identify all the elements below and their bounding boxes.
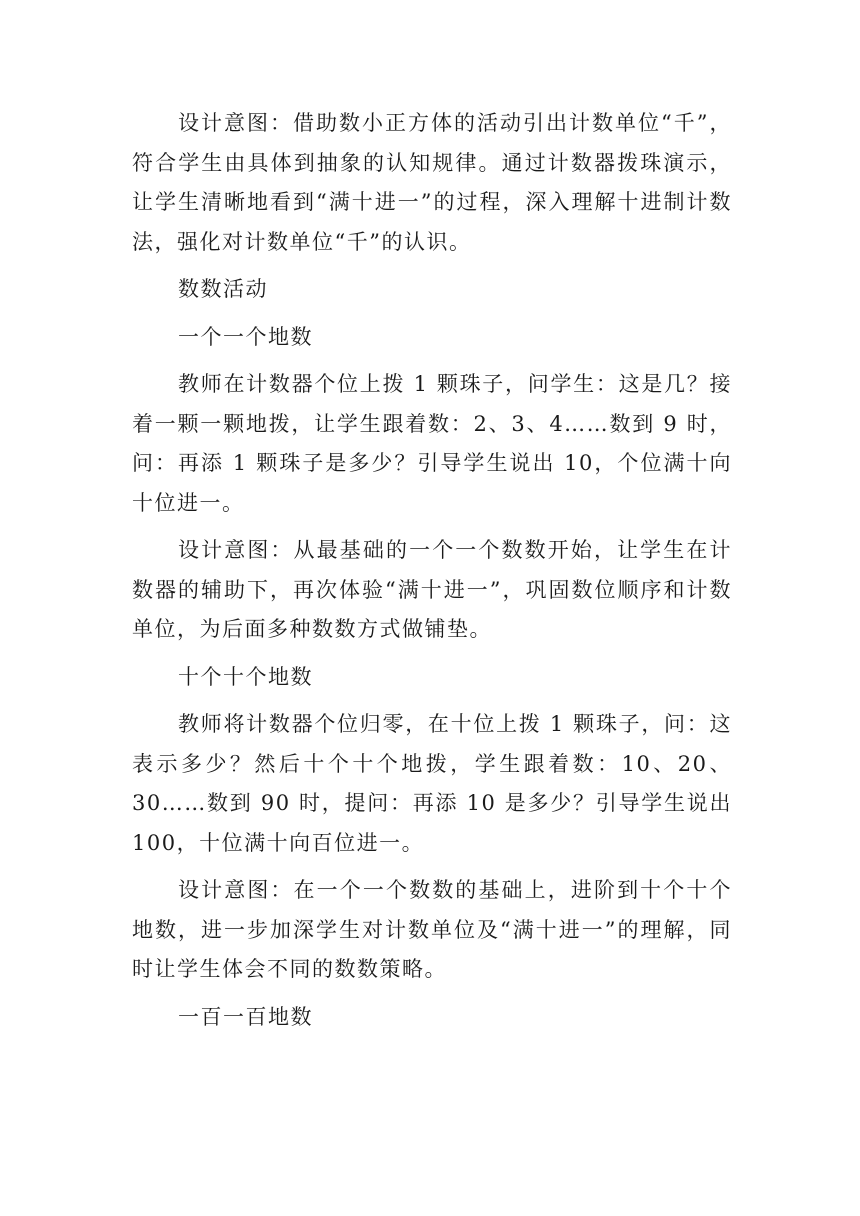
design-intent-count-by-ones: 设计意图：从最基础的一个一个数数开始，让学生在计数器的辅助下，再次体验“满十进一”，巩固数位顺序和计数单位，为后面多种数数方式做铺垫。: [132, 538, 732, 641]
count-by-ones-procedure: 教师在计数器个位上拨 1 颗珠子，问学生：这是几？接着一颗一颗地拨，让学生跟着数：2、3、4……数到 9 时，问：再添 1 颗珠子是多少？引导学生说出 10，个位满十向十位进一。: [132, 372, 732, 515]
section-counting-activity: 数数活动: [178, 277, 268, 301]
document-body: [132, 104, 732, 1045]
subsection-count-by-tens: 十个十个地数: [178, 664, 313, 689]
count-by-tens-procedure: 教师将计数器个位归零，在十位上拨 1 颗珠子，问：这表示多少？然后十个十个地拨，学生跟着数：10、20、30……数到 90 时，提问：再添 10 是多少？引导学生说出 100，十位满十向百位进一。: [132, 712, 732, 855]
subsection-count-by-ones: 一个一个地数: [178, 324, 313, 349]
subsection-count-by-hundreds: 一百一百地数: [178, 1004, 313, 1029]
design-intent-count-by-tens: 设计意图：在一个一个数数的基础上，进阶到十个十个地数，进一步加深学生对计数单位及“满十进一”的理解，同时让学生体会不同的数数策略。: [132, 878, 732, 981]
design-intent-thousand: 设计意图：借助数小正方体的活动引出计数单位“千”，符合学生由具体到抽象的认知规律。通过计数器拨珠演示，让学生清晰地看到“满十进一”的过程，深入理解十进制计数法，强化对计数单位“千”的认识。: [132, 111, 732, 254]
